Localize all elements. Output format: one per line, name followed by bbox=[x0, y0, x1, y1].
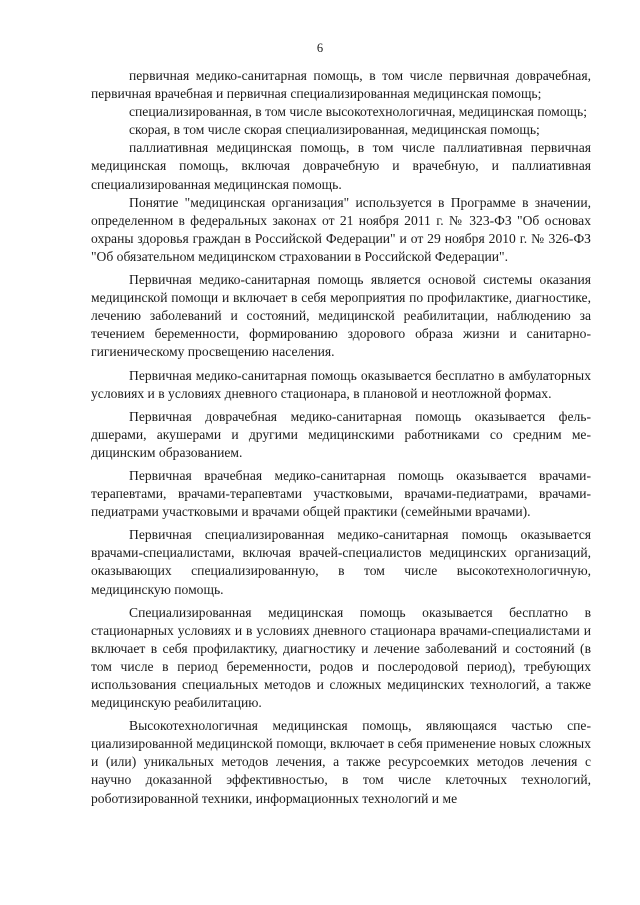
paragraph-specialized-care: специализированная, в том числе высокотехнологичная, медицинская помощь; bbox=[129, 104, 587, 120]
document-body bbox=[91, 67, 591, 808]
paragraph-primary-care: первичная медико-санитарная помощь, в том числе первичная доврачебная, первичная врачебная и первичная специализированная медицинская помощь; bbox=[91, 68, 591, 102]
paragraph-physician-care: Первичная врачебная медико-санитарная помощь оказывается врачами-терапевтами, врачами-терапевтами участковыми, врачами-педиатрами, врачами-педиатрами участковыми и врачами общей практики (семейными врачами). bbox=[91, 467, 591, 520]
page-number: 6 bbox=[316, 41, 324, 55]
paragraph-primary-care-basis: Первичная медико-санитарная помощь является основой системы оказания медицинской помощи и включает в себя мероприятия по профилактике, диагностике, лечению заболеваний и состояний, медицинской реабилитации, наблюдению за течением беременности, формированию здорового образа жизни и санитарно-гигиеническому просвещению населения. bbox=[91, 272, 591, 360]
paragraph-medical-organization: Понятие "медицинская организация" используется в Программе в значении, определенном в федеральных законах от 21 ноября 2011 г. № 323-ФЗ "Об основах охраны здоровья граждан в Российской Федерации" и от 29 ноября 2010 г. № 326-ФЗ "Об обязательном медицинском страховании в Российской Федерации". bbox=[91, 194, 591, 264]
paragraph-primary-care-free: Первичная медико-санитарная помощь оказывается бесплатно в амбулаторных условиях и в условиях дневного стационара, в плановой и неотложной формах. bbox=[91, 367, 591, 401]
paragraph-high-tech-care: Высокотехнологичная медицинская помощь, являющаяся частью специализированной медицинской помощи, включает в себя применение новых сложных и (или) уникальных методов лечения, а также ресурсоемких методов лечения с научно доказанной эффективностью, в том числе клеточных технологий, роботизированной техники, информационных технологий и ме bbox=[91, 718, 591, 806]
paragraph-primary-specialized-care: Первичная специализированная медико-санитарная помощь оказывается врачами-специалистами, включая врачей-специалистов медицинских организаций, оказывающих специализированную, в том числе высокотехнологичную, медицинскую помощь. bbox=[91, 527, 591, 597]
paragraph-emergency-care: скорая, в том числе скорая специализированная, медицинская помощь; bbox=[129, 122, 540, 138]
paragraph-palliative-care: паллиативная медицинская помощь, в том числе паллиативная первичная медицинская помощь, включая доврачебную и врачебную, и паллиативная специализированная медицинская помощь. bbox=[91, 140, 591, 192]
paragraph-pre-medical-care: Первичная доврачебная медико-санитарная помощь оказывается фельдшерами, акушерами и другими медицинскими работниками со средним медицинским образованием. bbox=[91, 408, 591, 460]
paragraph-specialized-care-free: Специализированная медицинская помощь оказывается бесплатно в стационарных условиях и в условиях дневного стационара врачами-специалистами и включает в себя профилактику, диагностику и лечение заболеваний и состояний (в том числе в период беременности, родов и послеродовой период), требующих использования специальных методов и сложных медицинских технологий, а также медицинскую реабилитацию. bbox=[91, 604, 591, 711]
